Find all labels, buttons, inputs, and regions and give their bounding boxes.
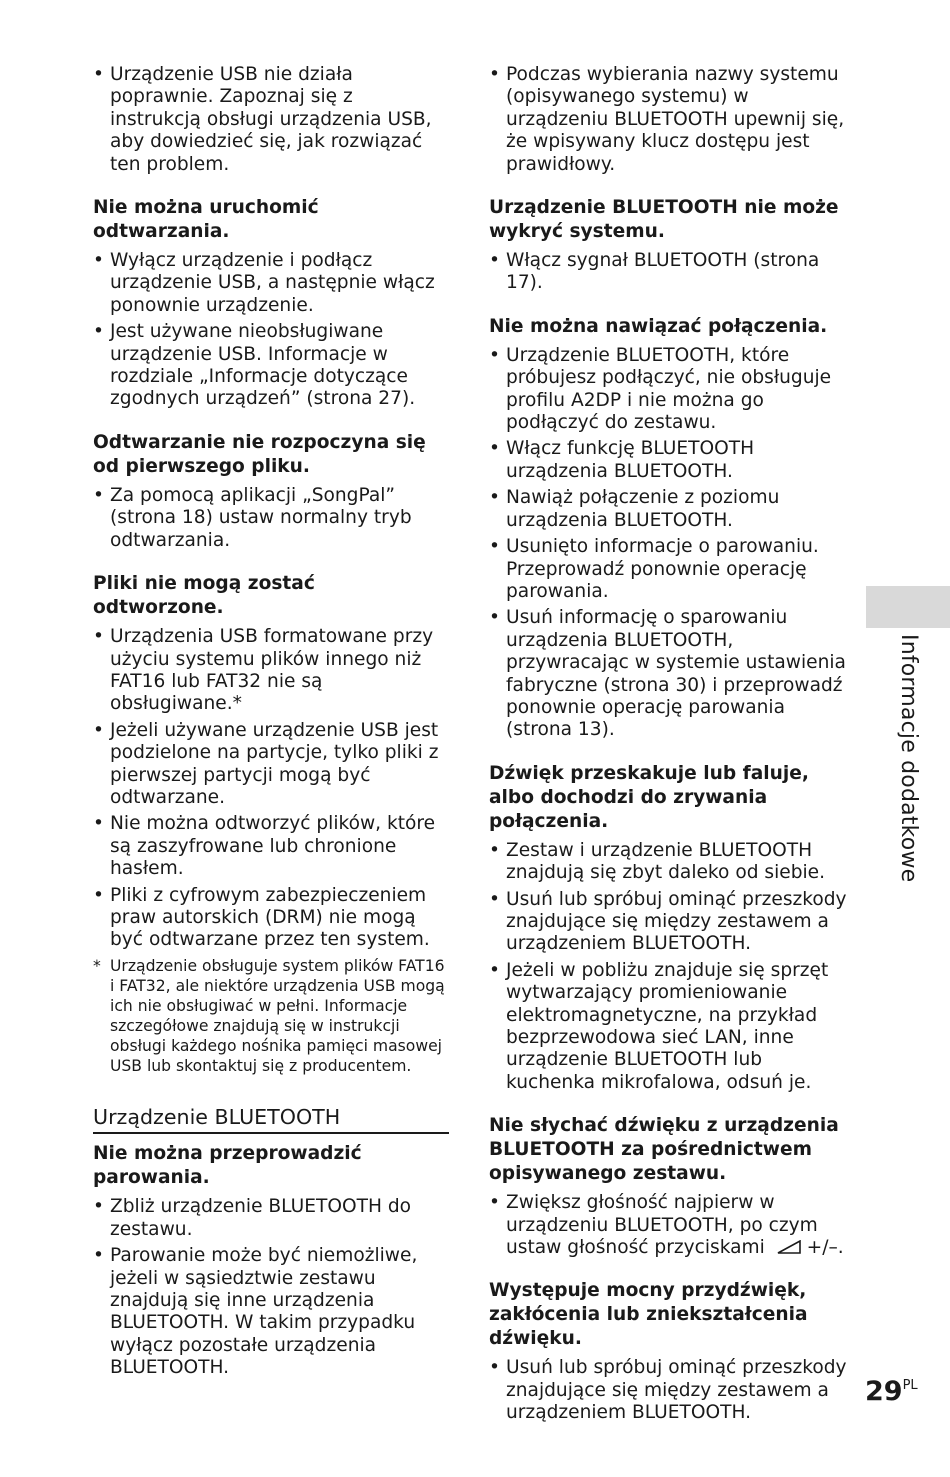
heading-no-sound: Nie słychać dźwięku z urządzenia BLUETOOTH za pośrednictwem opisywanego zestawu.	[489, 1115, 839, 1185]
list-item: • Urządzenie USB nie działa poprawnie. Zapoznaj się z instrukcją obsługi urządzenia USB, aby dowiedzieć się, jak rozwiązać ten problem.	[93, 64, 449, 176]
section-tab-marker	[866, 586, 950, 628]
heading-cannot-connect: Nie można nawiązać połączenia.	[489, 315, 828, 337]
footnote	[93, 956, 449, 1077]
intro-list-left	[93, 64, 449, 176]
left-column	[93, 64, 449, 1384]
heading-playback-not-from-first-file: Odtwarzanie nie rozpoczyna się od pierwszego pliku.	[93, 431, 426, 477]
page-language-code: PL	[902, 1378, 918, 1393]
heading-sound-skips: Dźwięk przeskakuje lub faluje, albo dochodzi do zrywania połączenia.	[489, 762, 809, 832]
list-item: • Zestaw i urządzenie BLUETOOTH znajdują się zbyt daleko od siebie.	[489, 840, 849, 885]
list-cannot-connect	[489, 345, 849, 742]
list-files-cannot-be-played	[93, 626, 449, 952]
heading-device-cannot-detect: Urządzenie BLUETOOTH nie może wykryć systemu.	[489, 197, 839, 243]
list-item: • Usuń lub spróbuj ominąć przeszkody znajdujące się między zestawem a urządzeniem BLUETOOTH.	[489, 1357, 849, 1424]
right-column	[489, 64, 849, 1429]
list-item: • Zbliż urządzenie BLUETOOTH do zestawu.	[93, 1196, 449, 1241]
list-item: • Parowanie może być niemożliwe, jeżeli w sąsiedztwie zestawu znajdują się inne urządzenia BLUETOOTH. W takim przypadku wyłącz pozostałe urządzenia BLUETOOTH.	[93, 1245, 449, 1379]
page-number-value: 29	[865, 1376, 903, 1407]
section-title-bluetooth: Urządzenie BLUETOOTH	[93, 1104, 449, 1134]
list-item: • Włącz sygnał BLUETOOTH (strona 17).	[489, 250, 849, 295]
footnote-mark: *	[93, 956, 101, 975]
list-item: • Pliki z cyfrowym zabezpieczeniem praw autorskich (DRM) nie mogą być odtwarzane przez ten system.	[93, 885, 449, 952]
list-sound-skips	[489, 840, 849, 1094]
list-cannot-pair	[93, 1196, 449, 1379]
list-item: • Włącz funkcję BLUETOOTH urządzenia BLUETOOTH.	[489, 438, 849, 483]
list-item: • Nawiąż połączenie z poziomu urządzenia BLUETOOTH.	[489, 487, 849, 532]
list-item: • Nie można odtworzyć plików, które są zaszyfrowane lub chronione hasłem.	[93, 813, 449, 880]
list-playback-not-from-first-file	[93, 485, 449, 552]
list-playback-cannot-start	[93, 250, 449, 411]
list-item: • Jeżeli w pobliżu znajduje się sprzęt wytwarzający promieniowanie elektromagnetyczne, na przykład bezprzewodowa sieć LAN, inne urządzenie BLUETOOTH lub kuchenka mikrofalowa, odsuń je.	[489, 960, 849, 1094]
volume-triangle-icon	[771, 1237, 801, 1259]
page-number	[865, 1376, 918, 1407]
list-item-text: Zwiększ głośność najpierw w urządzeniu BLUETOOTH, po czym ustaw głośność przyciskami	[506, 1192, 818, 1259]
list-item: • Urządzenia USB formatowane przy użyciu systemu plików innego niż FAT16 lub FAT32 nie są obsługiwane.*	[93, 626, 449, 716]
list-item: • Za pomocą aplikacji „SongPal” (strona 18) ustaw normalny tryb odtwarzania.	[93, 485, 449, 552]
heading-playback-cannot-start: Nie można uruchomić odtwarzania.	[93, 197, 319, 243]
list-item	[489, 1192, 849, 1259]
footnote-text: Urządzenie obsługuje system plików FAT16 i FAT32, ale niektóre urządzenia USB mogą ich nie obsługiwać w pełni. Informacje szczegółowe znajdują się w instrukcji obsługi każdego nośnika pamięci masowej USB lub skontaktuj się z producentem.	[110, 956, 445, 1076]
list-item: • Urządzenie BLUETOOTH, które próbujesz podłączyć, nie obsługuje profilu A2DP i nie można go podłączyć do zestawu.	[489, 345, 849, 435]
heading-files-cannot-be-played: Pliki nie mogą zostać odtworzone.	[93, 573, 315, 619]
list-item: • Jest używane nieobsługiwane urządzenie USB. Informacje w rozdziale „Informacje dotyczące zgodnych urządzeń” (strona 27).	[93, 321, 449, 411]
list-no-sound	[489, 1192, 849, 1259]
intro-list-right	[489, 64, 849, 176]
list-item: • Podczas wybierania nazwy systemu (opisywanego systemu) w urządzeniu BLUETOOTH upewnij się, że wpisywany klucz dostępu jest prawidłowy.	[489, 64, 849, 176]
list-item-suffix: +/–.	[800, 1237, 844, 1259]
list-item: • Wyłącz urządzenie i podłącz urządzenie USB, a następnie włącz ponownie urządzenie.	[93, 250, 449, 317]
list-item: • Jeżeli używane urządzenie USB jest podzielone na partycje, tylko pliki z pierwszej partycji mogą być odtwarzane.	[93, 720, 449, 810]
heading-hum-noise: Występuje mocny przydźwięk, zakłócenia lub zniekształcenia dźwięku.	[489, 1280, 808, 1350]
list-item: • Usunięto informacje o parowaniu. Przeprowadź ponownie operację parowania.	[489, 536, 849, 603]
list-item: • Usuń informację o sparowaniu urządzenia BLUETOOTH, przywracając w systemie ustawienia fabryczne (strona 30) i przeprowadź ponownie operację parowania (strona 13).	[489, 607, 849, 741]
list-device-cannot-detect	[489, 250, 849, 295]
list-hum-noise	[489, 1357, 849, 1424]
heading-cannot-pair: Nie można przeprowadzić parowania.	[93, 1143, 362, 1189]
side-tab-label: Informacje dodatkowe	[896, 634, 921, 883]
list-item: • Usuń lub spróbuj ominąć przeszkody znajdujące się między zestawem a urządzeniem BLUETOOTH.	[489, 889, 849, 956]
